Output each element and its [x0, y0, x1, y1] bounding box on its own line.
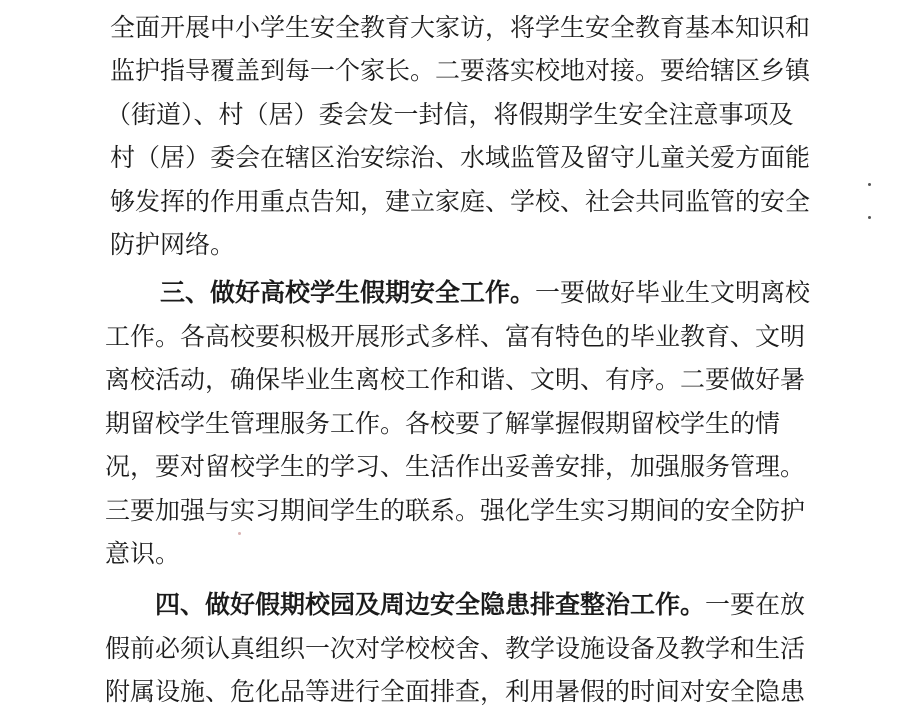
- body-line: 期留校学生管理服务工作。各校要了解掌握假期留校学生的情: [105, 409, 781, 438]
- body-line: 假前必须认真组织一次对学校校舍、教学设施设备及教学和生活: [105, 634, 806, 663]
- body-line: 三要加强与实习期间学生的联系。强化学生实习期间的安全防护: [105, 496, 806, 525]
- body-line: 离校活动，确保毕业生离校工作和谐、文明、有序。二要做好暑: [105, 365, 806, 394]
- scan-speck: [868, 183, 871, 186]
- body-line: 村（居）委会在辖区治安综治、水域监管及留守儿童关爱方面能: [110, 143, 811, 172]
- scan-speck: [238, 532, 241, 535]
- body-line: 全面开展中小学生安全教育大家访，将学生安全教育基本知识和: [110, 13, 811, 42]
- body-line: 意识。: [105, 539, 181, 568]
- body-line: 防护网络。: [110, 230, 236, 259]
- scan-speck: [868, 216, 871, 219]
- section-text: 一要在放: [705, 590, 806, 619]
- body-line: （街道）、村（居）委会发一封信，将假期学生安全注意事项及: [106, 100, 794, 129]
- body-line: 工作。各高校要积极开展形式多样、富有特色的毕业教育、文明: [105, 322, 806, 351]
- section-text: 一要做好毕业生文明离校: [535, 278, 811, 307]
- body-line: 况，要对留校学生的学习、生活作出妥善安排，加强服务管理。: [105, 452, 806, 481]
- section-heading: 三、做好高校学生假期安全工作。: [160, 278, 536, 307]
- body-line: 够发挥的作用重点告知，建立家庭、学校、社会共同监管的安全: [110, 187, 811, 216]
- body-line: 监护指导覆盖到每一个家长。二要落实校地对接。要给辖区乡镇: [110, 56, 811, 85]
- body-line: 附属设施、危化品等进行全面排查，利用暑假的时间对安全隐患: [105, 677, 806, 706]
- section-four-line: [155, 585, 805, 625]
- section-heading: 四、做好假期校园及周边安全隐患排查整治工作。: [155, 590, 706, 619]
- section-three-line: [160, 273, 810, 313]
